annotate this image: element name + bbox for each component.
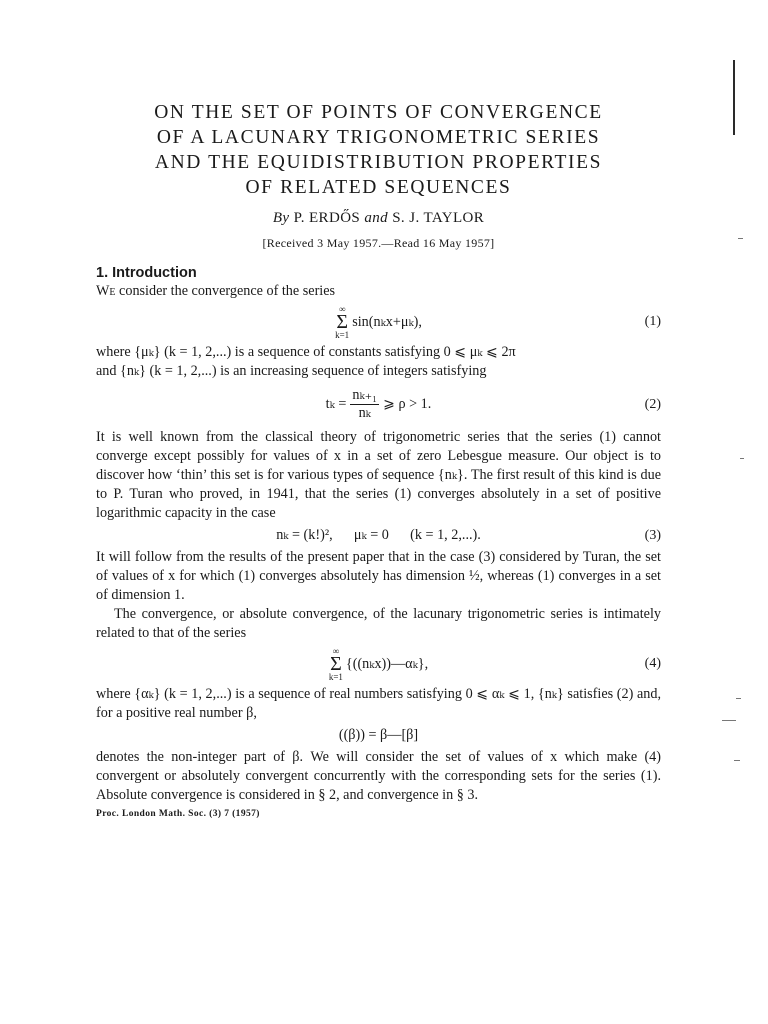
author-name: P. ERDŐS: [293, 210, 361, 226]
dropcap-word: We: [96, 283, 116, 299]
title-line: OF RELATED SEQUENCES: [245, 177, 512, 198]
equation-rhs: ⩾ ρ > 1.: [383, 396, 432, 413]
equation-5: [96, 727, 661, 744]
fraction: [350, 387, 379, 422]
paragraph: The convergence, or absolute convergence, of the lacunary trigonometric series is intimately related to that of the series: [96, 606, 661, 642]
paragraph-line: where {μₖ} (k = 1, 2,...) is a sequence of constants satisfying 0 ⩽ μₖ ⩽ 2π: [96, 344, 516, 361]
summation: [335, 305, 349, 339]
fraction-numerator: nₖ₊₁: [352, 387, 378, 404]
received-date: [Received 3 May 1957.—Read 16 May 1957]: [262, 236, 495, 250]
equation-body: ((β)) = β—[β]: [338, 727, 419, 744]
equation-3: [96, 527, 661, 544]
scan-speck: [738, 238, 743, 239]
byline-and: and: [364, 210, 389, 226]
equation-number: (4): [644, 656, 661, 672]
paragraph: where {αₖ} (k = 1, 2,...) is a sequence of real numbers satisfying 0 ⩽ αₖ ⩽ 1, {nₖ} satisfies (2) and, for a positive real number β,: [96, 686, 661, 722]
title-line: OF A LACUNARY TRIGONOMETRIC SERIES: [156, 127, 601, 148]
byline: [96, 210, 661, 227]
paragraph: [96, 343, 661, 381]
sum-upper-limit: ∞: [338, 304, 346, 314]
paper-page: [96, 100, 661, 819]
equation-body: sin(nₖx+μₖ),: [352, 313, 422, 330]
scan-speck: [722, 720, 736, 721]
summation: [329, 647, 343, 681]
sigma-symbol: Σ: [330, 653, 342, 676]
scan-speck: [740, 458, 744, 459]
equation-2: [96, 387, 661, 422]
scan-speck: [736, 698, 741, 699]
title-line: ON THE SET OF POINTS OF CONVERGENCE: [154, 102, 603, 123]
author-name: S. J. TAYLOR: [392, 210, 485, 226]
equation-1: [96, 305, 661, 339]
equation-number: (3): [644, 527, 661, 543]
paragraph: It is well known from the classical theory of trigonometric series that the series (1) cannot converge except possibly for values of x in a set of zero Lebesgue measure. Our object is to discover how ‘thin’ this set is for various types of sequence {nₖ}. The first result of this kind is due to P. Turan who proved, in 1941, that the series (1) converges absolutely in a set of positive logarithmic capacity in the case: [96, 429, 661, 522]
paragraph: It will follow from the results of the present paper that in the case (3) considered by Turan, the set of values of x for which (1) converges absolutely has dimension ½, whereas (1) converges in a set of dimension 1.: [96, 549, 661, 604]
scan-speck: [734, 760, 740, 761]
journal-footer: Proc. London Math. Soc. (3) 7 (1957): [96, 809, 260, 820]
scan-edge-mark: [733, 60, 735, 135]
paragraph: denotes the non-integer part of β. We will consider the set of values of x which make (4) convergent or absolutely convergent concurrently with the corresponding sets for the series (1). Absolute convergence is considered in § 2, and convergence in § 3.: [96, 749, 661, 804]
paper-title: [96, 100, 661, 200]
sum-upper-limit: ∞: [332, 646, 340, 657]
sum-lower-limit: k=1: [335, 330, 350, 341]
equation-4: [96, 647, 661, 681]
equation-body: {((nₖx))—αₖ},: [345, 655, 429, 672]
equation-number: (1): [644, 314, 661, 330]
equation-body: nₖ = (k!)², μₖ = 0 (k = 1, 2,...).: [276, 527, 481, 544]
sigma-symbol: Σ: [336, 311, 348, 334]
title-line: AND THE EQUIDISTRIBUTION PROPERTIES: [154, 152, 603, 173]
equation-lhs: tₖ =: [325, 396, 347, 413]
equation-number: (2): [644, 396, 661, 412]
byline-by: By: [272, 210, 290, 226]
paragraph-line: and {nₖ} (k = 1, 2,...) is an increasing sequence of integers satisfying: [96, 363, 487, 380]
fraction-denominator: nₖ: [358, 405, 371, 422]
paragraph-text: consider the convergence of the series: [115, 283, 336, 299]
sum-lower-limit: k=1: [328, 672, 343, 683]
section-heading: 1. Introduction: [96, 265, 197, 281]
paragraph: [96, 282, 661, 301]
